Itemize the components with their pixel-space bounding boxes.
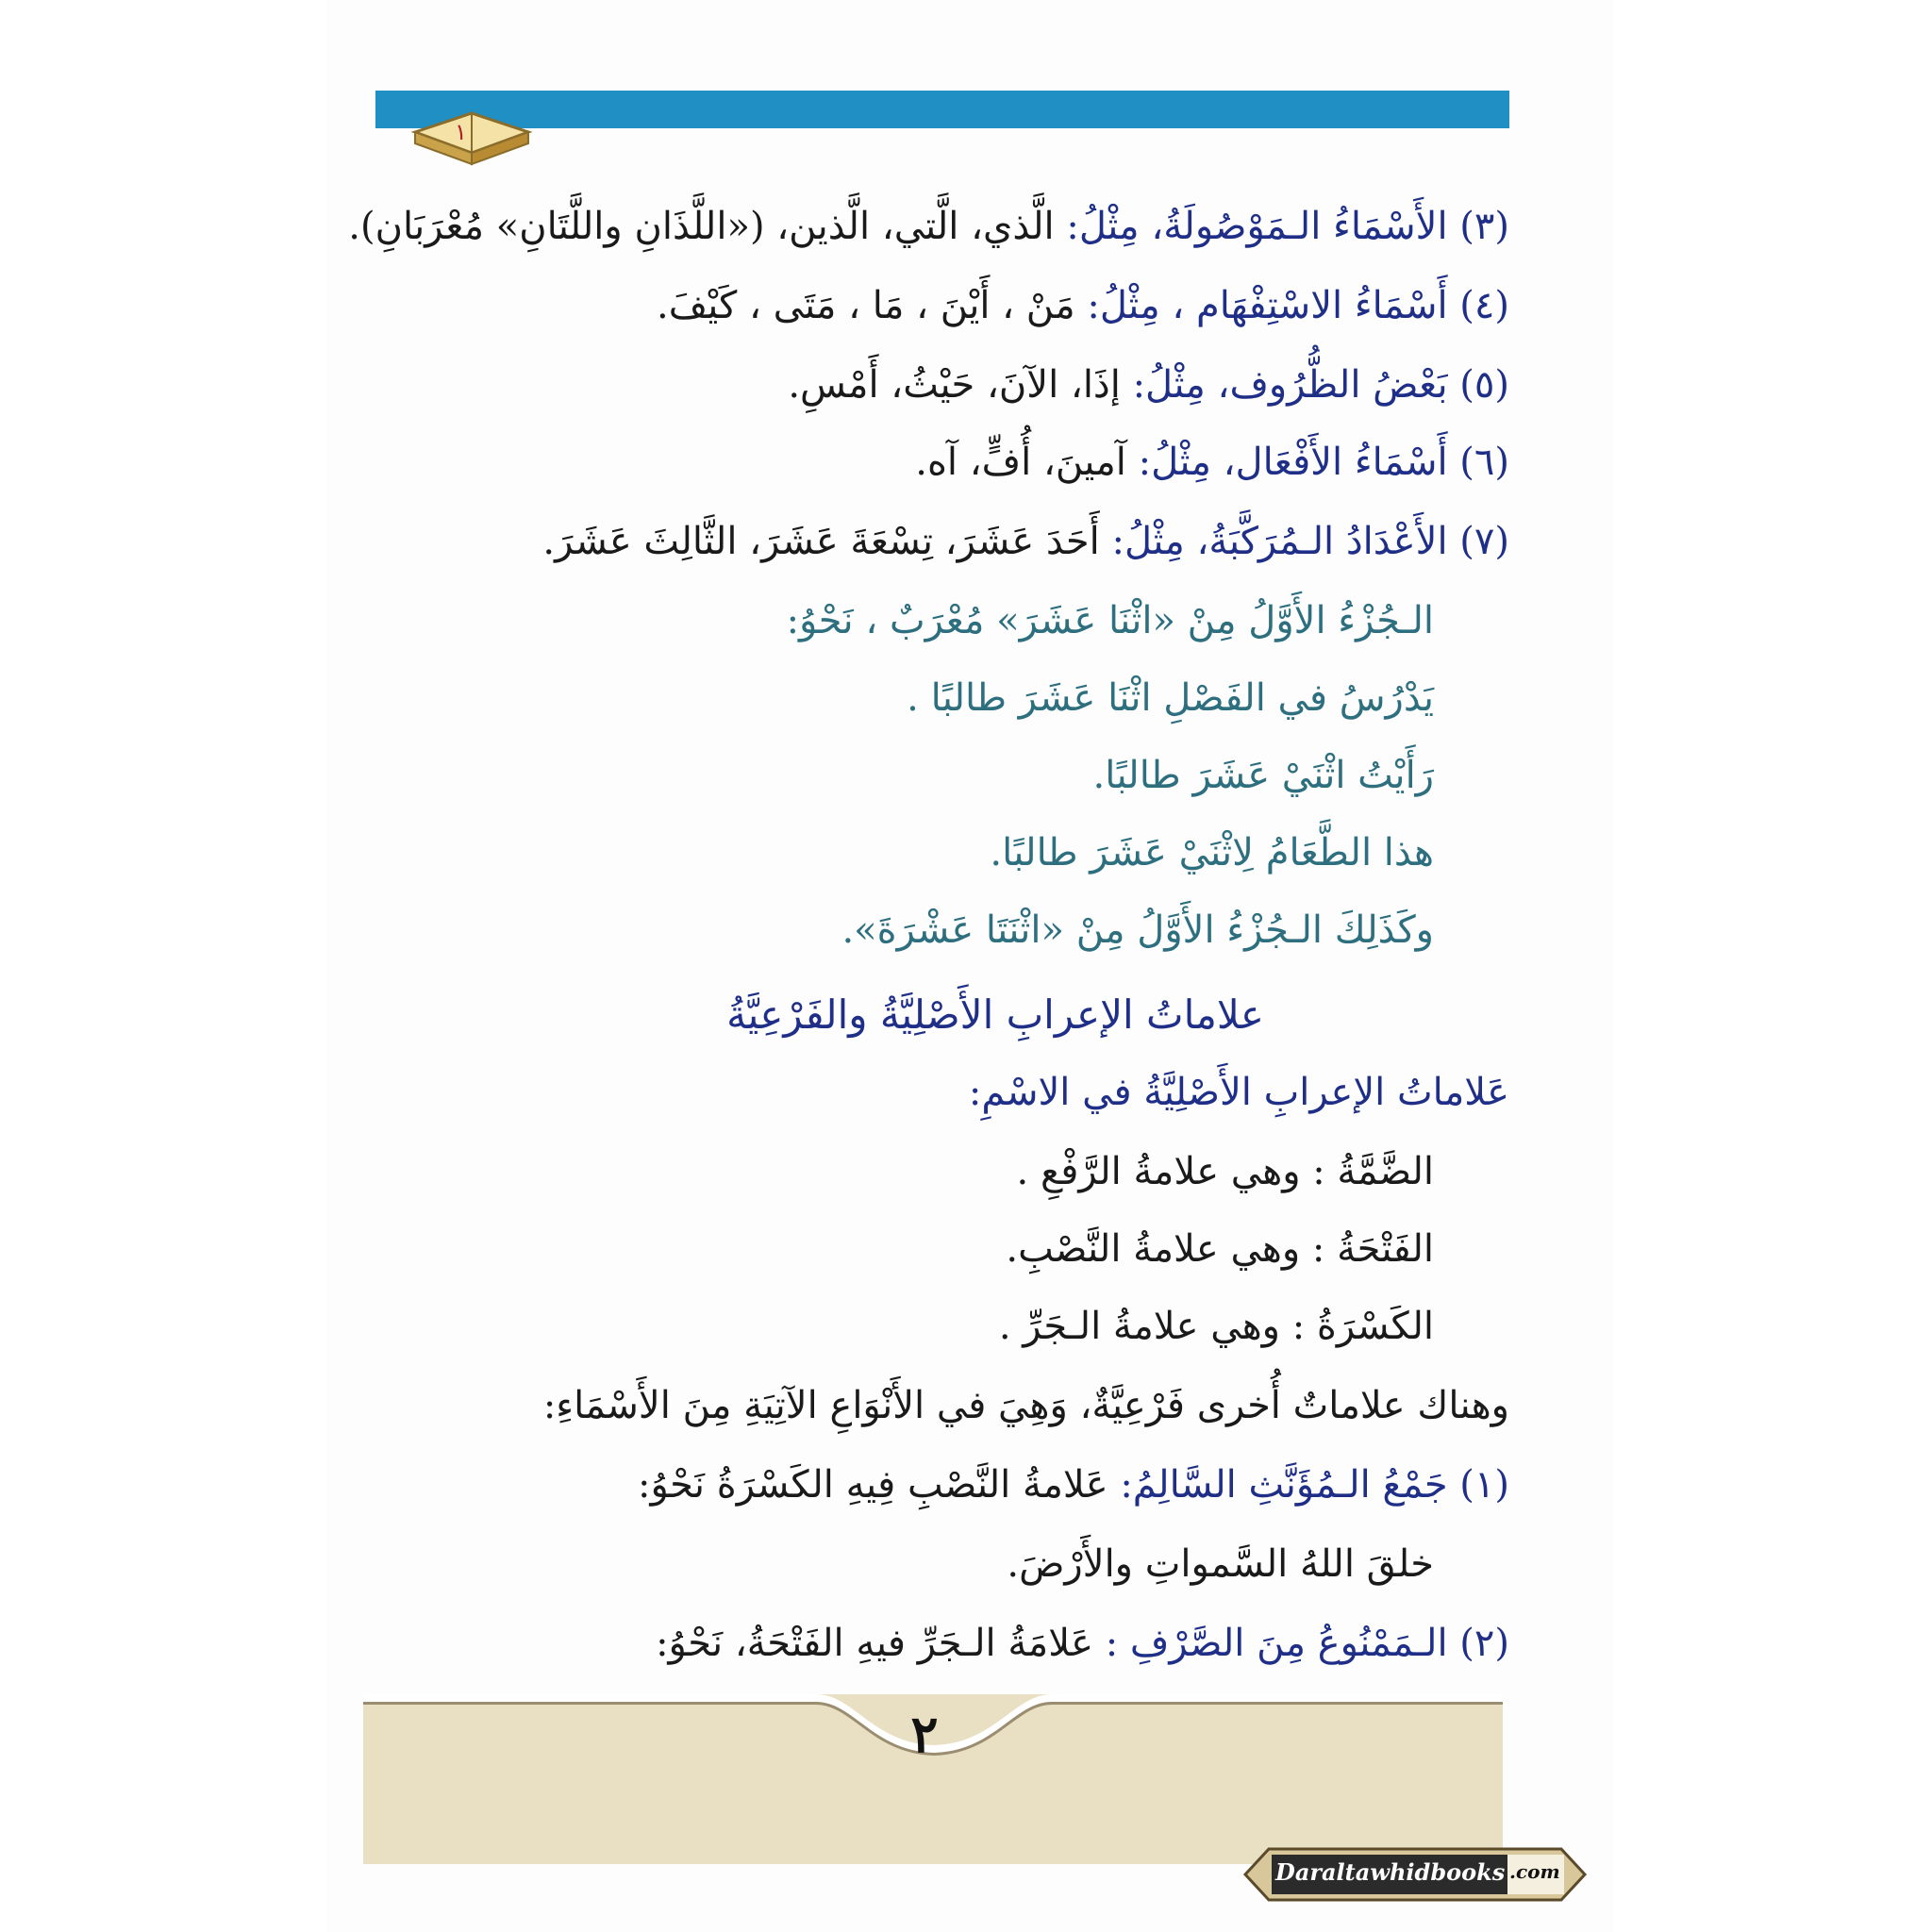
example-sentence: هذا الطَّعَامُ لِاثْنَيْ عَشَرَ طالبًا. — [990, 831, 1434, 874]
verbal-nouns-line — [915, 434, 1509, 491]
example-intro: الـجُزْءُ الأَوَّلُ مِنْ «اثْنَا عَشَرَ» مُعْرَبٌ ، نَحْوُ: — [786, 599, 1434, 642]
mark-item: الفَتْحَةُ : وهي علامةُ النَّصْبِ. — [1006, 1227, 1434, 1271]
line-label: (٦) أَسْمَاءُ الأَفْعَال، مِثْلُ: — [1138, 441, 1509, 484]
compound-numbers-line — [542, 513, 1509, 570]
case-text: عَلامةُ النَّصْبِ فِيهِ الكَسْرَةُ نَحْوُ: — [637, 1463, 1121, 1507]
open-book-icon — [406, 94, 538, 179]
line-label: (٧) الأَعْدَادُ الـمُرَكَّبَةُ، مِثْلُ: — [1111, 520, 1509, 563]
case-label: (١) جَمْعُ الـمُؤَنَّثِ السَّالِمُ: — [1120, 1463, 1509, 1507]
case-line — [656, 1615, 1509, 1672]
adverbs-line — [788, 357, 1509, 413]
page-number: ٢ — [910, 1704, 939, 1764]
lesson-content — [348, 198, 1509, 1670]
section-title: علاماتُ الإعرابِ الأَصْلِيَّةُ والفَرْعِيَّةُ — [726, 991, 1264, 1038]
line-text: الَّذي، الَّتي، الَّذين، («اللَّذَانِ واللَّتَانِ» مُعْرَبَانِ). — [348, 205, 1067, 248]
example-sentence: يَدْرُسُ في الفَصْلِ اثْنَا عَشَرَ طالبًا . — [907, 676, 1434, 720]
case-line — [638, 1457, 1509, 1513]
other-marks-intro: وهناك علاماتٌ أُخرى فَرْعِيَّةٌ، وَهِيَ في الأَنْوَاعِ الآتِيَةِ مِنَ الأَسْمَاءِ: — [542, 1384, 1509, 1427]
case-label: (٢) الـمَمْنُوعُ مِنَ الصَّرْفِ : — [1105, 1622, 1509, 1665]
line-text: إذَا، الآنَ، حَيْثُ، أَمْسِ. — [788, 363, 1133, 407]
line-text: أَحَدَ عَشَرَ، تِسْعَةَ عَشَرَ، الثَّالِثَ عَشَرَ. — [542, 520, 1112, 563]
case-text: عَلامَةُ الـجَرِّ فيهِ الفَتْحَةُ، نَحْوُ: — [656, 1622, 1106, 1665]
line-label: (٣) الأَسْمَاءُ الـمَوْصُولَةُ، مِثْلُ: — [1066, 205, 1509, 248]
case-example: خلقَ اللهُ السَّمواتِ والأَرْضَ. — [1007, 1542, 1434, 1586]
line-label: (٤) أَسْمَاءُ الاسْتِفْهَام ، مِثْلُ: — [1087, 284, 1509, 327]
subheading: عَلاماتُ الإعرابِ الأَصْلِيَّةُ في الاسْمِ: — [968, 1071, 1509, 1114]
line-text: آمينَ، أُفٍّ، آه. — [915, 441, 1139, 484]
interrogative-line — [657, 277, 1509, 334]
relative-pronouns-line — [348, 198, 1509, 255]
header-bar — [375, 91, 1509, 128]
watermark-site: Daraltawhidbooks — [1275, 1858, 1506, 1886]
watermark-tld: .com — [1509, 1860, 1560, 1883]
mark-item: الضَّمَّةُ : وهي علامةُ الرَّفْعِ . — [1016, 1150, 1434, 1193]
line-text: مَنْ ، أَيْنَ ، مَا ، مَتَى ، كَيْفَ. — [657, 284, 1088, 327]
mark-item: الكَسْرَةُ : وهي علامةُ الـجَرِّ . — [998, 1305, 1434, 1348]
example-sentence: وكَذَلِكَ الـجُزْءُ الأَوَّلُ مِنْ «اثْنَتَا عَشْرَةَ». — [841, 908, 1434, 952]
line-label: (٥) بَعْضُ الظُّرُوف، مِثْلُ: — [1132, 363, 1509, 407]
lesson-marker: ١ — [455, 119, 467, 145]
example-sentence: رَأَيْتُ اثْنَيْ عَشَرَ طالبًا. — [1092, 754, 1434, 797]
